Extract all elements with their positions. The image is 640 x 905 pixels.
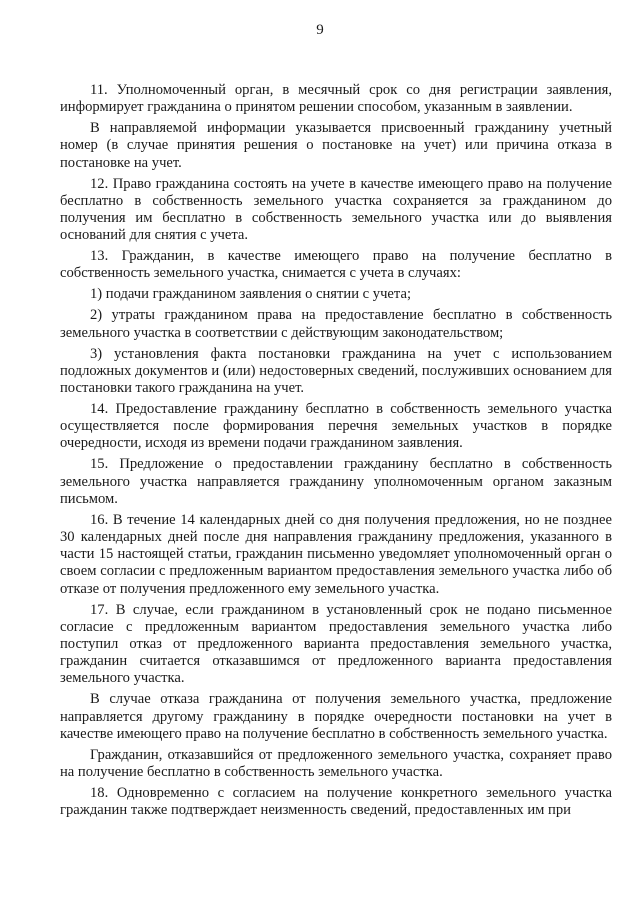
document-body [60, 82, 612, 823]
paragraph-13-item-1: 1) подачи гражданином заявления о снятии с учета; [90, 286, 411, 303]
paragraph-13-item-2: 2) утраты гражданином права на предоставление бесплатно в собственность земельного участка в соответствии с действующим законодательством; [60, 307, 612, 341]
paragraph-15: 15. Предложение о предоставлении гражданину бесплатно в собственность земельного участка направляется гражданину уполномоченным органом заказным письмом. [60, 456, 612, 507]
paragraph-16: 16. В течение 14 календарных дней со дня получения предложения, но не позднее 30 календарных дней после дня направления гражданину предложения, указанного в части 15 настоящей статьи, гражданин письменно уведомляет уполномоченный орган о своем согласии с предложенным вариантом предоставления земельного участка либо об отказе от получения предложенного ему земельного участка. [60, 511, 612, 597]
paragraph-14: 14. Предоставление гражданину бесплатно в собственность земельного участка осуществляется после формирования перечня земельных участков в порядке очередности, исходя из времени подачи гражданином заявления. [60, 401, 612, 452]
paragraph-17-refusal: В случае отказа гражданина от получения земельного участка, предложение направляется другому гражданину в порядке очередности постановки на учет в качестве имеющего право на получение бесплатно в собственность земельного участка. [60, 691, 612, 742]
paragraph-13: 13. Гражданин, в качестве имеющего право на получение бесплатно в собственность земельного участка, снимается с учета в случаях: [60, 248, 612, 282]
paragraph-11: 11. Уполномоченный орган, в месячный срок со дня регистрации заявления, информирует гражданина о принятом решении способом, указанным в заявлении. [60, 82, 612, 116]
paragraph-18: 18. Одновременно с согласием на получение конкретного земельного участка гражданин также подтверждает неизменность сведений, предоставленных им при [60, 785, 612, 819]
paragraph-12: 12. Право гражданина состоять на учете в качестве имеющего право на получение бесплатно в собственность земельного участка сохраняется за гражданином до получения им бесплатно в собственность земельного участка или до выявления оснований для снятия с учета. [60, 175, 612, 244]
paragraph-13-item-3: 3) установления факта постановки гражданина на учет с использованием подложных документов и (или) недостоверных сведений, послуживших основанием для постановки такого гражданина на учет. [60, 345, 612, 397]
paragraph-17: 17. В случае, если гражданином в установленный срок не подано письменное согласие с предложенным вариантом предоставления земельного участка либо поступил отказ от предложенного варианта предоставления земельного участка, гражданин считается отказавшимся от предложенного варианта предоставления земельного участка. [60, 601, 612, 687]
paragraph-11-info: В направляемой информации указывается присвоенный гражданину учетный номер (в случае принятия решения о постановке на учет) или причина отказа в постановке на учет. [60, 120, 612, 171]
page-number: 9 [316, 22, 324, 38]
paragraph-17-retained-right: Гражданин, отказавшийся от предложенного земельного участка, сохраняет право на получение бесплатно в собственность земельного участка. [60, 746, 612, 781]
